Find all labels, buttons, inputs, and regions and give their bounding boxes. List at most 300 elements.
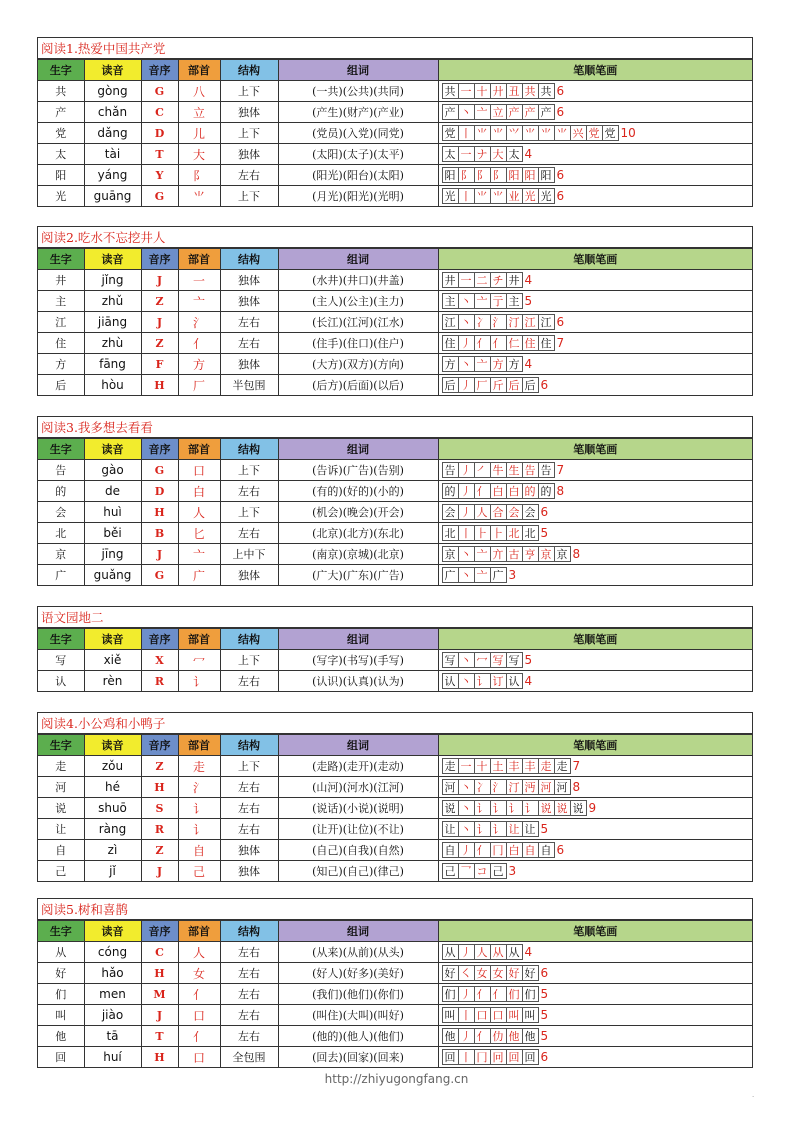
strokes-cell bbox=[438, 502, 752, 523]
pinyin-cell: cóng bbox=[84, 942, 141, 963]
stroke-step-box: 丶 bbox=[458, 673, 475, 689]
stroke-step-box: 丿 bbox=[458, 986, 475, 1002]
stroke-step-box: 江 bbox=[522, 314, 539, 330]
header-order: 音序 bbox=[141, 249, 178, 270]
pinyin-cell: jiāng bbox=[84, 312, 141, 333]
table-row bbox=[38, 671, 752, 692]
header-strokes: 笔顺笔画 bbox=[438, 60, 752, 81]
strokes-cell bbox=[438, 840, 752, 861]
table-row bbox=[38, 1047, 752, 1068]
stroke-char-box: 们 bbox=[442, 986, 459, 1002]
stroke-step-box: 阝 bbox=[490, 167, 507, 183]
char-cell: 阳 bbox=[38, 165, 84, 186]
stroke-step-box: 丿 bbox=[458, 335, 475, 351]
order-cell: J bbox=[141, 270, 178, 291]
words-cell: (太阳)(太子)(太平) bbox=[278, 144, 438, 165]
order-cell: G bbox=[141, 565, 178, 586]
stroke-step-box: 业 bbox=[506, 188, 523, 204]
strokes-cell bbox=[438, 102, 752, 123]
stroke-count: 7 bbox=[556, 463, 565, 477]
strokes-cell bbox=[438, 523, 752, 544]
structure-cell: 独体 bbox=[220, 840, 278, 861]
stroke-final-box: 告 bbox=[538, 462, 555, 478]
order-cell: H bbox=[141, 963, 178, 984]
stroke-step-box: 丰 bbox=[506, 758, 523, 774]
words-cell: (知己)(自己)(律己) bbox=[278, 861, 438, 882]
strokes-cell bbox=[438, 1047, 752, 1068]
table-row bbox=[38, 756, 752, 777]
strokes-cell bbox=[438, 165, 752, 186]
order-cell: G bbox=[141, 81, 178, 102]
order-cell: F bbox=[141, 354, 178, 375]
stroke-step-box: 丑 bbox=[506, 83, 523, 99]
order-cell: B bbox=[141, 523, 178, 544]
structure-cell: 左右 bbox=[220, 798, 278, 819]
char-cell: 自 bbox=[38, 840, 84, 861]
char-cell: 共 bbox=[38, 81, 84, 102]
stroke-step-box: 亠 bbox=[474, 567, 491, 583]
structure-cell: 左右 bbox=[220, 523, 278, 544]
words-cell: (住手)(住口)(住户) bbox=[278, 333, 438, 354]
stroke-step-box: 后 bbox=[506, 377, 523, 393]
stroke-step-box: 亻 bbox=[474, 335, 491, 351]
stroke-count: 6 bbox=[540, 505, 549, 519]
structure-cell: 左右 bbox=[220, 984, 278, 1005]
order-cell: D bbox=[141, 123, 178, 144]
stroke-step-box: 讠 bbox=[474, 821, 491, 837]
stroke-step-box: 回 bbox=[506, 1049, 523, 1065]
radical-cell: 厂 bbox=[178, 375, 220, 396]
stroke-char-box: 阳 bbox=[442, 167, 459, 183]
stroke-final-box: 让 bbox=[522, 821, 539, 837]
char-cell: 广 bbox=[38, 565, 84, 586]
stroke-step-box: 一 bbox=[458, 758, 475, 774]
radical-cell: 白 bbox=[178, 481, 220, 502]
stroke-step-box: 人 bbox=[474, 504, 491, 520]
stroke-step-box: 阳 bbox=[506, 167, 523, 183]
order-cell: R bbox=[141, 819, 178, 840]
structure-cell: 左右 bbox=[220, 333, 278, 354]
stroke-count: 10 bbox=[620, 126, 636, 140]
stroke-final-box: 产 bbox=[538, 104, 555, 120]
header-words: 组词 bbox=[278, 921, 438, 942]
table-row bbox=[38, 565, 752, 586]
stroke-final-box: 自 bbox=[538, 842, 555, 858]
pinyin-cell: zǒu bbox=[84, 756, 141, 777]
stroke-step-box: ⺊ bbox=[490, 525, 507, 541]
stroke-char-box: 自 bbox=[442, 842, 459, 858]
strokes-cell bbox=[438, 144, 752, 165]
stroke-step-box: 他 bbox=[506, 1028, 523, 1044]
strokes-cell bbox=[438, 1005, 752, 1026]
words-cell: (告诉)(广告)(告别) bbox=[278, 460, 438, 481]
strokes-cell bbox=[438, 186, 752, 207]
pinyin-cell: ràng bbox=[84, 819, 141, 840]
structure-cell: 左右 bbox=[220, 1005, 278, 1026]
words-cell: (广大)(广东)(广告) bbox=[278, 565, 438, 586]
stroke-step-box: 说 bbox=[538, 800, 555, 816]
table-row bbox=[38, 481, 752, 502]
char-cell: 他 bbox=[38, 1026, 84, 1047]
stroke-step-box: 从 bbox=[490, 944, 507, 960]
char-cell: 让 bbox=[38, 819, 84, 840]
pinyin-cell: hòu bbox=[84, 375, 141, 396]
stroke-step-box: 自 bbox=[522, 842, 539, 858]
stroke-step-box: 亻 bbox=[490, 335, 507, 351]
stroke-step-box: ⺌ bbox=[474, 125, 491, 141]
stroke-step-box: ㇒ bbox=[474, 462, 491, 478]
radical-cell: 阝 bbox=[178, 165, 220, 186]
radical-cell: 己 bbox=[178, 861, 220, 882]
pinyin-cell: gào bbox=[84, 460, 141, 481]
header-struct: 结构 bbox=[220, 60, 278, 81]
stroke-final-box: 住 bbox=[538, 335, 555, 351]
stroke-char-box: 写 bbox=[442, 652, 459, 668]
strokes-cell bbox=[438, 544, 752, 565]
radical-cell: 口 bbox=[178, 460, 220, 481]
char-cell: 写 bbox=[38, 650, 84, 671]
stroke-step-box: ⺌ bbox=[474, 188, 491, 204]
stroke-step-box: 丿 bbox=[458, 504, 475, 520]
stroke-step-box: 口 bbox=[474, 1007, 491, 1023]
stroke-count: 5 bbox=[540, 987, 549, 1001]
stroke-count: 5 bbox=[540, 1029, 549, 1043]
stroke-step-box: 丿 bbox=[458, 462, 475, 478]
table-row bbox=[38, 186, 752, 207]
header-struct: 结构 bbox=[220, 735, 278, 756]
stroke-char-box: 北 bbox=[442, 525, 459, 541]
radical-cell: 氵 bbox=[178, 312, 220, 333]
stroke-step-box: 阳 bbox=[522, 167, 539, 183]
header-read: 读音 bbox=[84, 60, 141, 81]
header-char: 生字 bbox=[38, 439, 84, 460]
stroke-count: 6 bbox=[556, 843, 565, 857]
stroke-step-box: 讠 bbox=[474, 800, 491, 816]
stroke-step-box: 方 bbox=[490, 356, 507, 372]
stroke-step-box: 产 bbox=[506, 104, 523, 120]
stroke-char-box: 住 bbox=[442, 335, 459, 351]
order-cell: Y bbox=[141, 165, 178, 186]
pinyin-cell: jīng bbox=[84, 544, 141, 565]
table-row bbox=[38, 1005, 752, 1026]
words-cell: (南京)(京城)(北京) bbox=[278, 544, 438, 565]
header-words: 组词 bbox=[278, 249, 438, 270]
stroke-step-box: 土 bbox=[490, 758, 507, 774]
stroke-step-box: 写 bbox=[490, 652, 507, 668]
words-cell: (大方)(双方)(方向) bbox=[278, 354, 438, 375]
radical-cell: 大 bbox=[178, 144, 220, 165]
stroke-char-box: 京 bbox=[442, 546, 459, 562]
header-char: 生字 bbox=[38, 249, 84, 270]
stroke-step-box: 亠 bbox=[474, 104, 491, 120]
stroke-step-box: 说 bbox=[554, 800, 571, 816]
structure-cell: 左右 bbox=[220, 963, 278, 984]
header-radical: 部首 bbox=[178, 439, 220, 460]
stroke-step-box: ⺌ bbox=[554, 125, 571, 141]
pinyin-cell: men bbox=[84, 984, 141, 1005]
char-cell: 走 bbox=[38, 756, 84, 777]
table-row bbox=[38, 963, 752, 984]
stroke-step-box: 北 bbox=[506, 525, 523, 541]
strokes-cell bbox=[438, 963, 752, 984]
header-order: 音序 bbox=[141, 735, 178, 756]
table-row bbox=[38, 777, 752, 798]
pinyin-cell: chǎn bbox=[84, 102, 141, 123]
char-table bbox=[38, 438, 752, 585]
stroke-step-box: 丶 bbox=[458, 293, 475, 309]
order-cell: H bbox=[141, 1047, 178, 1068]
stroke-count: 5 bbox=[524, 653, 533, 667]
stroke-char-box: 他 bbox=[442, 1028, 459, 1044]
char-cell: 京 bbox=[38, 544, 84, 565]
structure-cell: 左右 bbox=[220, 819, 278, 840]
stroke-count: 4 bbox=[524, 674, 533, 688]
radical-cell: 冖 bbox=[178, 650, 220, 671]
structure-cell: 独体 bbox=[220, 144, 278, 165]
stroke-count: 5 bbox=[540, 822, 549, 836]
header-strokes: 笔顺笔画 bbox=[438, 629, 752, 650]
char-cell: 好 bbox=[38, 963, 84, 984]
strokes-cell bbox=[438, 756, 752, 777]
stroke-step-box: 丿 bbox=[458, 1028, 475, 1044]
char-cell: 党 bbox=[38, 123, 84, 144]
radical-cell: 一 bbox=[178, 270, 220, 291]
pinyin-cell: jǐng bbox=[84, 270, 141, 291]
stroke-char-box: 主 bbox=[442, 293, 459, 309]
table-row bbox=[38, 942, 752, 963]
stroke-step-box: ⺌ bbox=[522, 125, 539, 141]
section-title: 阅读1.热爱中国共产党 bbox=[38, 38, 752, 59]
header-struct: 结构 bbox=[220, 921, 278, 942]
order-cell: G bbox=[141, 186, 178, 207]
stroke-step-box: ⺌ bbox=[538, 125, 555, 141]
radical-cell: 女 bbox=[178, 963, 220, 984]
stroke-step-box: 厂 bbox=[474, 377, 491, 393]
stroke-count: 4 bbox=[524, 147, 533, 161]
header-strokes: 笔顺笔画 bbox=[438, 249, 752, 270]
stroke-step-box: 让 bbox=[506, 821, 523, 837]
header-words: 组词 bbox=[278, 439, 438, 460]
structure-cell: 半包围 bbox=[220, 375, 278, 396]
pinyin-cell: yáng bbox=[84, 165, 141, 186]
stroke-final-box: 京 bbox=[554, 546, 571, 562]
structure-cell: 左右 bbox=[220, 942, 278, 963]
order-cell: Z bbox=[141, 333, 178, 354]
radical-cell: 人 bbox=[178, 502, 220, 523]
radical-cell: 亠 bbox=[178, 291, 220, 312]
stroke-final-box: 方 bbox=[506, 356, 523, 372]
corner-mark: · bbox=[752, 1093, 755, 1101]
header-radical: 部首 bbox=[178, 629, 220, 650]
words-cell: (月光)(阳光)(光明) bbox=[278, 186, 438, 207]
stroke-step-box: 丿 bbox=[458, 483, 475, 499]
order-cell: Z bbox=[141, 756, 178, 777]
stroke-count: 3 bbox=[508, 864, 517, 878]
char-cell: 住 bbox=[38, 333, 84, 354]
stroke-count: 5 bbox=[540, 1008, 549, 1022]
stroke-char-box: 共 bbox=[442, 83, 459, 99]
stroke-char-box: 从 bbox=[442, 944, 459, 960]
stroke-step-box: 冫 bbox=[474, 779, 491, 795]
stroke-char-box: 方 bbox=[442, 356, 459, 372]
header-order: 音序 bbox=[141, 629, 178, 650]
stroke-char-box: 光 bbox=[442, 188, 459, 204]
stroke-count: 6 bbox=[556, 189, 565, 203]
words-cell: (北京)(北方)(东北) bbox=[278, 523, 438, 544]
char-cell: 主 bbox=[38, 291, 84, 312]
char-cell: 河 bbox=[38, 777, 84, 798]
stroke-step-box: 丶 bbox=[458, 314, 475, 330]
radical-cell: 立 bbox=[178, 102, 220, 123]
strokes-cell bbox=[438, 942, 752, 963]
order-cell: D bbox=[141, 481, 178, 502]
stroke-step-box: 十 bbox=[474, 758, 491, 774]
stroke-step-box: 好 bbox=[506, 965, 523, 981]
char-cell: 方 bbox=[38, 354, 84, 375]
order-cell: M bbox=[141, 984, 178, 1005]
stroke-count: 6 bbox=[540, 966, 549, 980]
structure-cell: 左右 bbox=[220, 165, 278, 186]
radical-cell: 讠 bbox=[178, 798, 220, 819]
strokes-cell bbox=[438, 312, 752, 333]
header-read: 读音 bbox=[84, 735, 141, 756]
order-cell: J bbox=[141, 312, 178, 333]
words-cell: (从来)(从前)(从头) bbox=[278, 942, 438, 963]
radical-cell: 走 bbox=[178, 756, 220, 777]
stroke-step-box: 丿 bbox=[458, 842, 475, 858]
stroke-step-box: 丶 bbox=[458, 567, 475, 583]
stroke-count: 5 bbox=[524, 294, 533, 308]
stroke-step-box: 亠 bbox=[474, 293, 491, 309]
words-cell: (阳光)(阳台)(太阳) bbox=[278, 165, 438, 186]
words-cell: (写字)(书写)(手写) bbox=[278, 650, 438, 671]
stroke-step-box: ㇛ bbox=[458, 965, 475, 981]
stroke-char-box: 让 bbox=[442, 821, 459, 837]
stroke-final-box: 他 bbox=[522, 1028, 539, 1044]
stroke-step-box: 汀 bbox=[506, 779, 523, 795]
stroke-char-box: 会 bbox=[442, 504, 459, 520]
section-title: 语文园地二 bbox=[38, 607, 752, 628]
stroke-step-box: 亻 bbox=[490, 986, 507, 1002]
stroke-step-box: 一 bbox=[458, 146, 475, 162]
stroke-step-box: 亠 bbox=[474, 546, 491, 562]
strokes-cell bbox=[438, 565, 752, 586]
pinyin-cell: guāng bbox=[84, 186, 141, 207]
stroke-count: 6 bbox=[556, 315, 565, 329]
stroke-char-box: 说 bbox=[442, 800, 459, 816]
stroke-step-box: 乛 bbox=[458, 863, 475, 879]
pinyin-cell: fāng bbox=[84, 354, 141, 375]
pinyin-cell: shuō bbox=[84, 798, 141, 819]
structure-cell: 上下 bbox=[220, 460, 278, 481]
stroke-step-box: 走 bbox=[538, 758, 555, 774]
table-row bbox=[38, 544, 752, 565]
stroke-final-box: 太 bbox=[506, 146, 523, 162]
words-cell: (叫住)(大叫)(叫好) bbox=[278, 1005, 438, 1026]
stroke-step-box: 丿 bbox=[458, 377, 475, 393]
radical-cell: 匕 bbox=[178, 523, 220, 544]
stroke-step-box: 叫 bbox=[506, 1007, 523, 1023]
stroke-char-box: 告 bbox=[442, 462, 459, 478]
header-row bbox=[38, 921, 752, 942]
stroke-step-box: 亍 bbox=[490, 293, 507, 309]
char-cell: 己 bbox=[38, 861, 84, 882]
stroke-step-box: 光 bbox=[522, 188, 539, 204]
stroke-step-box: 合 bbox=[490, 504, 507, 520]
stroke-char-box: 河 bbox=[442, 779, 459, 795]
table-row bbox=[38, 102, 752, 123]
stroke-count: 6 bbox=[556, 105, 565, 119]
structure-cell: 上下 bbox=[220, 650, 278, 671]
stroke-step-box: 丶 bbox=[458, 652, 475, 668]
char-cell: 认 bbox=[38, 671, 84, 692]
header-row bbox=[38, 249, 752, 270]
stroke-step-box: 讠 bbox=[522, 800, 539, 816]
stroke-char-box: 井 bbox=[442, 272, 459, 288]
words-cell: (主人)(公主)(主力) bbox=[278, 291, 438, 312]
stroke-step-box: 牛 bbox=[490, 462, 507, 478]
radical-cell: 氵 bbox=[178, 777, 220, 798]
words-cell: (水井)(井口)(井盖) bbox=[278, 270, 438, 291]
stroke-step-box: 亻 bbox=[474, 483, 491, 499]
section-title: 阅读5.树和喜鹊 bbox=[38, 899, 752, 920]
char-cell: 光 bbox=[38, 186, 84, 207]
stroke-char-box: 广 bbox=[442, 567, 459, 583]
table-row bbox=[38, 798, 752, 819]
order-cell: H bbox=[141, 777, 178, 798]
char-cell: 们 bbox=[38, 984, 84, 1005]
order-cell: H bbox=[141, 502, 178, 523]
radical-cell: 自 bbox=[178, 840, 220, 861]
table-row bbox=[38, 861, 752, 882]
section-1 bbox=[37, 37, 753, 207]
radical-cell: 口 bbox=[178, 1047, 220, 1068]
order-cell: C bbox=[141, 942, 178, 963]
stroke-final-box: 好 bbox=[522, 965, 539, 981]
words-cell: (一共)(公共)(共同) bbox=[278, 81, 438, 102]
char-cell: 太 bbox=[38, 144, 84, 165]
structure-cell: 独体 bbox=[220, 861, 278, 882]
structure-cell: 左右 bbox=[220, 777, 278, 798]
char-cell: 说 bbox=[38, 798, 84, 819]
header-struct: 结构 bbox=[220, 629, 278, 650]
table-row bbox=[38, 312, 752, 333]
order-cell: T bbox=[141, 144, 178, 165]
stroke-step-box: 冋 bbox=[490, 1049, 507, 1065]
radical-cell: 人 bbox=[178, 942, 220, 963]
order-cell: J bbox=[141, 544, 178, 565]
strokes-cell bbox=[438, 798, 752, 819]
stroke-step-box: 氵 bbox=[490, 314, 507, 330]
table-row bbox=[38, 270, 752, 291]
header-strokes: 笔顺笔画 bbox=[438, 735, 752, 756]
stroke-step-box: 共 bbox=[522, 83, 539, 99]
stroke-step-box: 一 bbox=[458, 272, 475, 288]
stroke-count: 7 bbox=[572, 759, 581, 773]
order-cell: Z bbox=[141, 291, 178, 312]
structure-cell: 上下 bbox=[220, 756, 278, 777]
table-row bbox=[38, 123, 752, 144]
table-row bbox=[38, 819, 752, 840]
header-read: 读音 bbox=[84, 629, 141, 650]
stroke-step-box: 丨 bbox=[458, 525, 475, 541]
words-cell: (有的)(好的)(小的) bbox=[278, 481, 438, 502]
stroke-step-box: 会 bbox=[506, 504, 523, 520]
section-4 bbox=[37, 606, 753, 692]
stroke-count: 8 bbox=[556, 484, 565, 498]
stroke-step-box: 讠 bbox=[490, 800, 507, 816]
stroke-step-box: ⺌ bbox=[490, 188, 507, 204]
